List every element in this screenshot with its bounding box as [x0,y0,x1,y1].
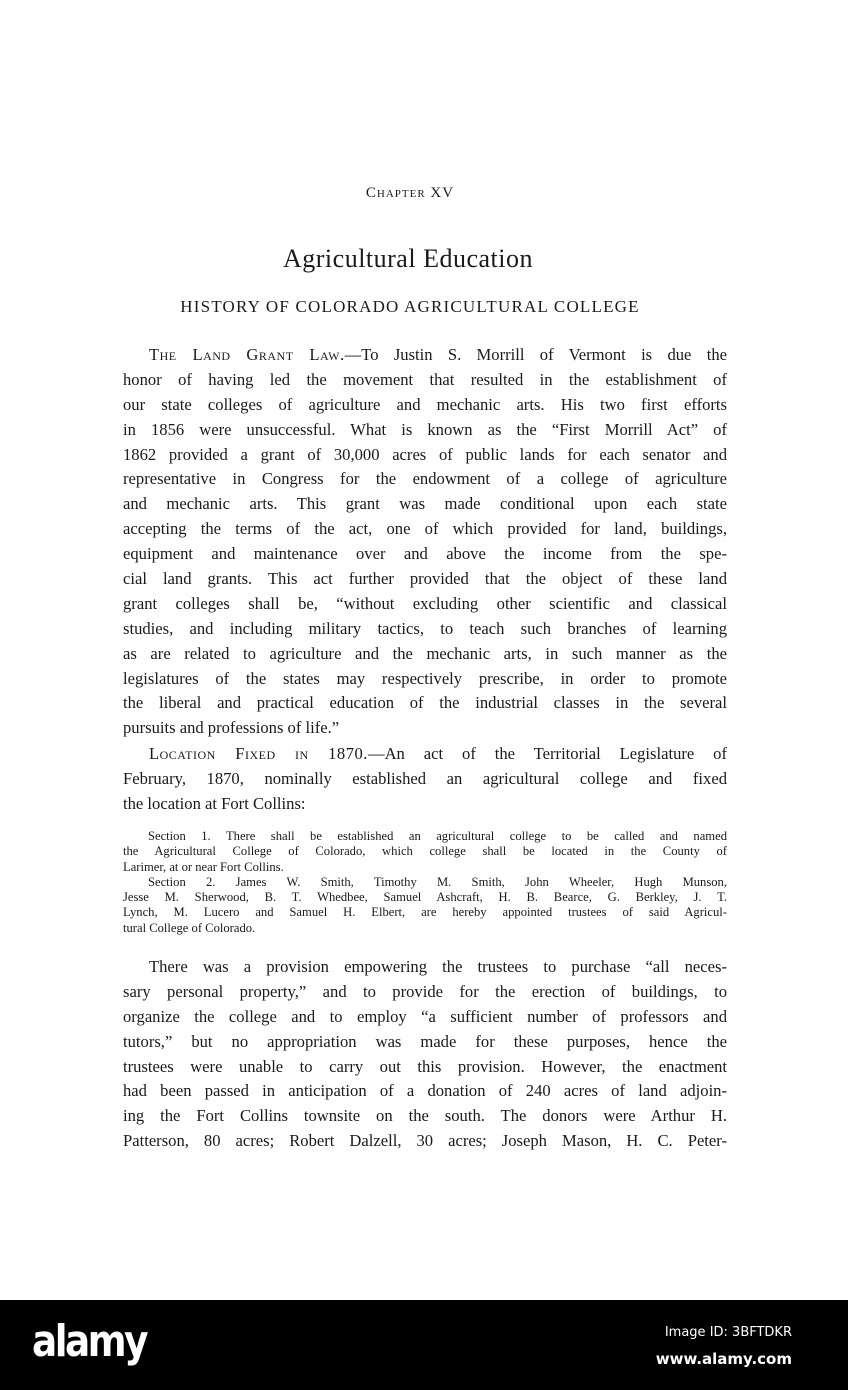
line-text: Section 2. James W. Smith, Timothy M. Smith, John Wheeler, Hugh Munson, [148,874,727,889]
text-line [123,716,727,741]
text-line [123,368,727,393]
text-line [123,567,727,592]
text-line [123,393,727,418]
text-line [123,921,727,936]
line-text: Jesse M. Sherwood, B. T. Whedbee, Samuel Ashcraft, H. B. Bearce, G. Berkley, J. T. [123,890,727,905]
line-text: accepting the terms of the act, one of which provided for land, buildings, [123,519,727,539]
run-in-heading: Location Fixed in 1870. [149,744,368,763]
image-id: Image ID: 3BFTDKR [664,1325,792,1340]
line-text: and mechanic arts. This grant was made conditional upon each state [123,494,727,514]
text-line [123,844,727,859]
line-text: trustees were unable to carry out this provision. However, the enactment [123,1056,727,1076]
text-line [123,1030,727,1055]
text-line [123,829,727,844]
line-text: tutors,” but no appropriation was made for these purposes, hence the [123,1031,727,1051]
text-line [123,860,727,875]
paragraph-land-grant [123,343,727,741]
block-quote-sections [123,829,727,936]
chapter-title: Agricultural Education [283,244,533,273]
text-line [123,467,727,492]
line-text: the location at Fort Collins: [123,793,306,813]
line-text: our state colleges of agriculture and mechanic arts. His two first efforts [123,394,727,414]
line-text: February, 1870, nominally established an agricultural college and fixed [123,768,727,788]
chapter-heading: Chapter XV [365,185,455,201]
text-line [123,691,727,716]
section-subtitle: HISTORY OF COLORADO AGRICULTURAL COLLEGE [180,297,640,316]
text-line [123,980,727,1005]
line-text: organize the college and to employ “a sufficient number of professors and [123,1006,727,1026]
text-line [123,767,727,792]
line-text: as are related to agriculture and the mechanic arts, in such manner as the [123,643,727,663]
text-line [123,642,727,667]
line-text: There was a provision empowering the trustees to purchase “all neces- [149,957,727,976]
watermark-bar [0,1300,848,1390]
text-line [123,542,727,567]
line-text: sary personal property,” and to provide for the erection of buildings, to [123,981,727,1001]
run-in-heading: The Land Grant Law. [149,345,345,364]
line-text: legislatures of the states may respectively prescribe, in order to promote [123,668,727,688]
text-line [123,792,727,817]
line-text: Lynch, M. Lucero and Samuel H. Elbert, are hereby appointed trustees of said Agricul- [123,905,727,920]
line-text: Patterson, 80 acres; Robert Dalzell, 30 acres; Joseph Mason, H. C. Peter- [123,1131,727,1151]
paragraph-provision [123,955,727,1154]
text-line [123,1104,727,1129]
text-line [123,617,727,642]
text-line [123,875,727,890]
text-line [123,955,727,980]
text-line [123,1055,727,1080]
line-text: honor of having led the movement that resulted in the establishment of [123,369,727,389]
text-line [123,418,727,443]
line-text: the Agricultural College of Colorado, which college shall be located in the County of [123,844,727,859]
text-line [123,492,727,517]
text-line [123,1005,727,1030]
alamy-logo: alamy [32,1316,146,1367]
line-text: Section 1. There shall be established an agricultural college to be called and named [148,829,727,843]
paragraph-location [123,742,727,817]
line-text: the liberal and practical education of the industrial classes in the several [123,693,727,713]
text-line [123,1079,727,1104]
line-text: tural College of Colorado. [123,920,256,935]
text-line [123,443,727,468]
line-text: representative in Congress for the endowment of a college of agriculture [123,469,727,489]
text-line [123,343,727,368]
text-line [123,890,727,905]
website-link: www.alamy.com [655,1350,792,1368]
line-text: ing the Fort Collins townsite on the south. The donors were Arthur H. [123,1106,727,1126]
line-text: cial land grants. This act further provided that the object of these land [123,569,727,589]
text-line [123,742,727,767]
line-text: equipment and maintenance over and above the income from the spe- [123,544,727,564]
line-text: —To Justin S. Morrill of Vermont is due the [344,345,727,364]
line-text: had been passed in anticipation of a donation of 240 acres of land adjoin- [123,1081,727,1101]
line-text: Larimer, at or near Fort Collins. [123,859,284,874]
text-line [123,905,727,920]
line-text: in 1856 were unsuccessful. What is known as the “First Morrill Act” of [123,419,727,439]
text-line [123,1129,727,1154]
line-text: grant colleges shall be, “without excluding other scientific and classical [123,593,727,613]
line-text: —An act of the Territorial Legislature of [367,744,727,763]
text-line [123,517,727,542]
text-line [123,667,727,692]
line-text: studies, and including military tactics, to teach such branches of learning [123,618,727,638]
line-text: 1862 provided a grant of 30,000 acres of public lands for each senator and [123,444,727,464]
line-text: pursuits and professions of life.” [123,718,340,738]
text-line [123,592,727,617]
